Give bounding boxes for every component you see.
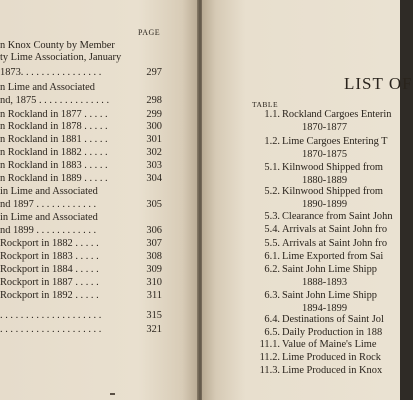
left-entry-text: n Knox County by Member: [0, 40, 115, 51]
table-date-range: 1894-1899: [302, 303, 348, 314]
table-title: Destinations of Saint Jol: [282, 314, 384, 325]
left-entry-text: n Rockland in 1882 . . . . .: [0, 147, 108, 158]
table-number: 6.2.: [264, 264, 280, 275]
left-entry-text: Rockport in 1892 . . . . .: [0, 290, 99, 301]
left-page: [0, 0, 198, 400]
table-title: Lime Produced in Knox: [282, 365, 383, 376]
table-date-range: 1880-1889: [302, 175, 348, 186]
table-number: 11.2.: [259, 352, 280, 363]
left-entry-text: Rockport in 1887 . . . . .: [0, 277, 99, 288]
table-title: Kilnwood Shipped from: [282, 162, 384, 173]
table-title: Lime Cargoes Entering T: [282, 136, 388, 147]
right-page: [202, 0, 413, 400]
left-entry-text: in Lime and Associated: [0, 186, 98, 197]
left-entry-text: Rockport in 1884 . . . . .: [0, 264, 99, 275]
left-entry-text: Rockport in 1882 . . . . .: [0, 238, 99, 249]
table-title: Clearance from Saint John: [282, 211, 393, 222]
left-entry-text: ty Lime Association, January: [0, 52, 122, 63]
table-number: 11.1.: [259, 339, 280, 350]
table-number: 1.1.: [264, 109, 280, 120]
left-entry-text: . . . . . . . . . . . . . . . . . . . .: [0, 324, 102, 335]
table-number: 11.3.: [259, 365, 280, 376]
left-entry-page-number: 305: [146, 199, 162, 210]
left-entry-page-number: 298: [146, 95, 162, 106]
left-entry-page-number: 310: [146, 277, 162, 288]
left-entry-text: n Rockland in 1889 . . . . .: [0, 173, 108, 184]
left-entry-text: Rockport in 1883 . . . . .: [0, 251, 99, 262]
left-entry-text: n Rockland in 1878 . . . . .: [0, 121, 108, 132]
table-title: Saint John Lime Shipp: [282, 290, 377, 301]
left-entry-text: n Rockland in 1881 . . . . .: [0, 134, 108, 145]
table-number: 5.1.: [264, 162, 280, 173]
left-entry-text: n Rockland in 1883 . . . . .: [0, 160, 108, 171]
left-entry-text: nd 1897 . . . . . . . . . . . .: [0, 199, 97, 210]
table-date-range: 1870-1875: [302, 149, 348, 160]
left-entry-text: in Lime and Associated: [0, 212, 98, 223]
left-entry-text: . . . . . . . . . . . . . . . . . . . .: [0, 310, 102, 321]
table-title: Arrivals at Saint John fro: [282, 224, 388, 235]
left-entry-page-number: 307: [146, 238, 162, 249]
page-mark: [110, 393, 115, 395]
left-entry-text: nd, 1875 . . . . . . . . . . . . . .: [0, 95, 110, 106]
table-title: Arrivals at Saint John fro: [282, 238, 388, 249]
left-entry-page-number: 301: [146, 134, 162, 145]
table-number: 5.2.: [264, 186, 280, 197]
left-entry-page-number: 308: [146, 251, 162, 262]
left-entry-page-number: 321: [146, 324, 162, 335]
table-title: Kilnwood Shipped from: [282, 186, 384, 197]
table-title: Rockland Cargoes Enterin: [282, 109, 392, 120]
table-title: Saint John Lime Shipp: [282, 264, 377, 275]
left-entry-page-number: 315: [146, 310, 162, 321]
left-entry-page-number: 297: [146, 67, 162, 78]
table-number: 6.3.: [264, 290, 280, 301]
table-title: Lime Produced in Rock: [282, 352, 381, 363]
table-title: Value of Maine's Lime: [282, 339, 377, 350]
left-entry-page-number: 300: [146, 121, 162, 132]
table-number: 6.4.: [264, 314, 280, 325]
left-entry-page-number: 309: [146, 264, 162, 275]
table-date-range: 1870-1877: [302, 122, 348, 133]
left-entry-text: 1873. . . . . . . . . . . . . . . .: [0, 67, 102, 78]
table-number: 6.1.: [264, 251, 280, 262]
left-entry-page-number: 302: [146, 147, 162, 158]
left-entry-text: nd 1899 . . . . . . . . . . . .: [0, 225, 97, 236]
table-number: 1.2.: [264, 136, 280, 147]
left-entry-text: n Lime and Associated: [0, 82, 95, 93]
table-title: Daily Production in 188: [282, 327, 383, 338]
table-date-range: 1888-1893: [302, 277, 348, 288]
table-number: 6.5.: [264, 327, 280, 338]
table-number: 5.5.: [264, 238, 280, 249]
left-entry-page-number: 311: [146, 290, 162, 301]
left-entry-page-number: 303: [146, 160, 162, 171]
left-entry-page-number: 304: [146, 173, 162, 184]
page-column-header: PAGE: [138, 28, 161, 37]
table-date-range: 1890-1899: [302, 199, 348, 210]
page-title: LIST OF: [344, 74, 413, 93]
left-entry-page-number: 306: [146, 225, 162, 236]
left-entry-page-number: 299: [146, 109, 162, 120]
table-column-header: TABLE: [252, 100, 279, 109]
table-title: Lime Exported from Sai: [282, 251, 384, 262]
table-number: 5.4.: [264, 224, 280, 235]
left-entry-text: n Rockland in 1877 . . . . .: [0, 109, 108, 120]
table-number: 5.3.: [264, 211, 280, 222]
